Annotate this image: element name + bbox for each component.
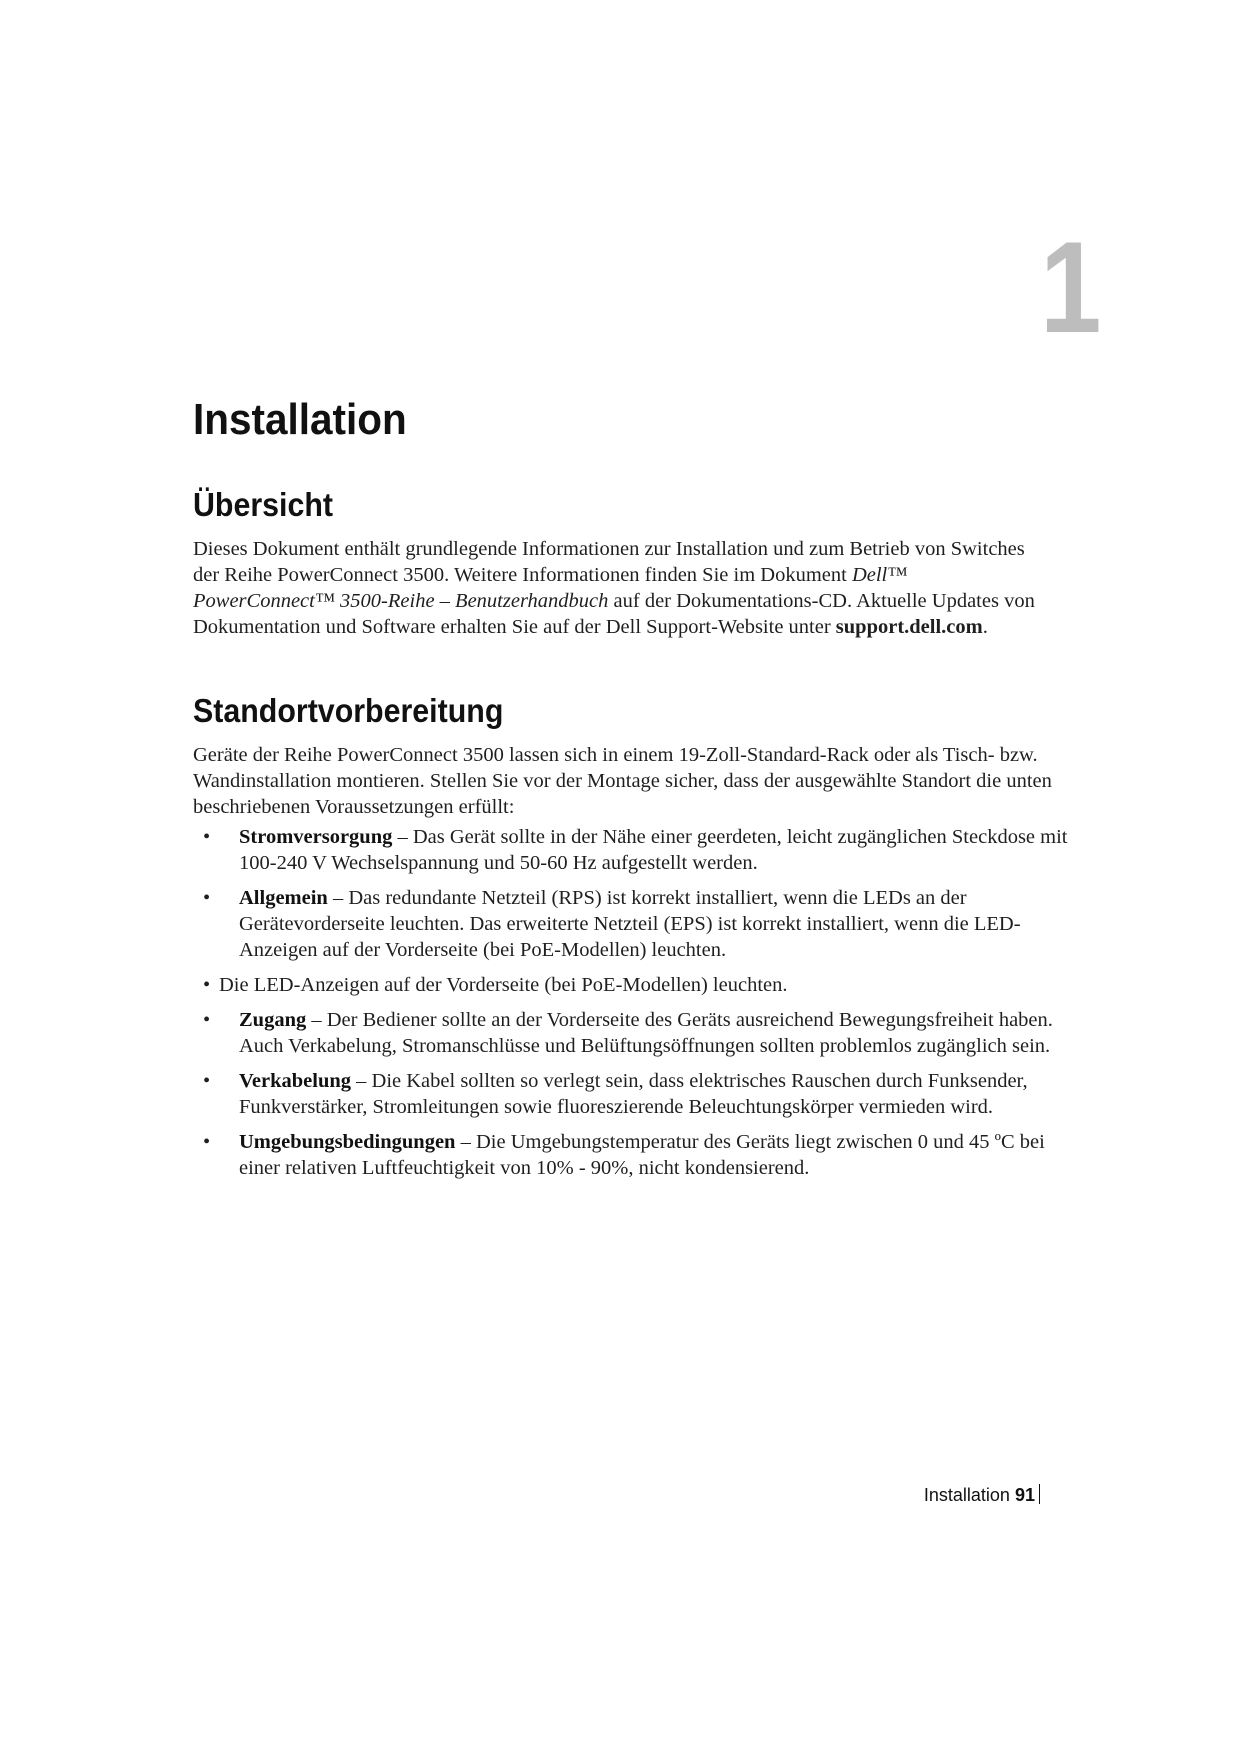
list-item	[193, 1007, 1073, 1059]
item-text: Die LED-Anzeigen auf der Vorderseite (bei PoE-Modellen) leuchten.	[219, 974, 788, 996]
page-footer	[900, 1484, 1040, 1506]
section-heading-overview: Übersicht	[193, 486, 334, 523]
list-item	[193, 885, 1073, 963]
section-heading-site: Standortvorbereitung	[193, 692, 504, 729]
list-item	[193, 1068, 1073, 1120]
item-term: Allgemein	[239, 887, 328, 909]
item-text: – Die Kabel sollten so verlegt sein, dass elektrisches Rauschen durch Funksender, Funkverstärker, Stromleitungen sowie fluoreszierende Beleuchtungskörper vermieden wird.	[239, 1070, 1028, 1118]
bullet-icon: •	[203, 1070, 211, 1092]
bullet-icon: •	[203, 1131, 211, 1153]
footer-divider	[1039, 1484, 1040, 1504]
bullet-icon: •	[203, 887, 211, 909]
page-number: 91	[1014, 1485, 1035, 1505]
bullet-icon: •	[203, 1009, 211, 1031]
footer-label: Installation	[923, 1485, 1010, 1505]
requirements-list	[193, 824, 1073, 1190]
overview-paragraph	[193, 536, 1053, 640]
chapter-title: Installation	[193, 395, 407, 444]
chapter-number: 1	[1040, 214, 1102, 360]
item-term: Umgebungsbedingungen	[239, 1131, 456, 1153]
list-item	[193, 1129, 1073, 1181]
item-term: Verkabelung	[239, 1070, 352, 1092]
item-term: Zugang	[239, 1009, 307, 1031]
item-text: – Das redundante Netzteil (RPS) ist korrekt installiert, wenn die LEDs an der Gerätevorderseite leuchten. Das erweiterte Netzteil (EPS) ist korrekt installiert, wenn die LED-Anzeigen auf der Vorderseite (bei PoE-Modellen) leuchten.	[239, 887, 1021, 961]
list-item	[193, 972, 1073, 998]
list-item	[193, 824, 1073, 876]
item-term: Stromversorgung	[239, 826, 393, 848]
overview-text-3: .	[982, 616, 988, 638]
item-text: – Der Bediener sollte an der Vorderseite des Geräts ausreichend Bewegungsfreiheit haben. Auch Verkabelung, Stromanschlüsse und Belüftungsöffnungen sollten problemlos zugänglich sein.	[239, 1009, 1053, 1057]
item-text: – Das Gerät sollte in der Nähe einer geerdeten, leicht zugänglichen Steckdose mit 100-240 V Wechselspannung und 50-60 Hz aufgestellt werden.	[239, 826, 1068, 874]
site-intro: Geräte der Reihe PowerConnect 3500 lassen sich in einem 19-Zoll-Standard-Rack oder als Tisch- bzw. Wandinstallation montieren. Stellen Sie vor der Montage sicher, dass der ausgewählte Standort die unten beschriebenen Voraussetzungen erfüllt:	[193, 744, 1052, 818]
support-link[interactable]: support.dell.com	[835, 616, 983, 638]
bullet-icon: •	[203, 974, 211, 996]
bullet-icon: •	[203, 826, 211, 848]
overview-text-2: auf der Dokumentations-CD. Aktuelle Updates von Dokumentation und Software erhalten Sie auf der Dell Support-Website unter	[193, 590, 1035, 638]
doc-title: Dell™ PowerConnect™ 3500-Reihe – Benutzerhandbuch	[193, 564, 908, 612]
item-text: – Die Umgebungstemperatur des Geräts liegt zwischen 0 und 45 ºC bei einer relativen Luftfeuchtigkeit von 10% - 90%, nicht kondensierend.	[239, 1131, 1045, 1179]
overview-text-1: Dieses Dokument enthält grundlegende Informationen zur Installation und zum Betrieb von Switches der Reihe PowerConnect 3500. Weitere Informationen finden Sie im Dokument	[193, 538, 1025, 586]
